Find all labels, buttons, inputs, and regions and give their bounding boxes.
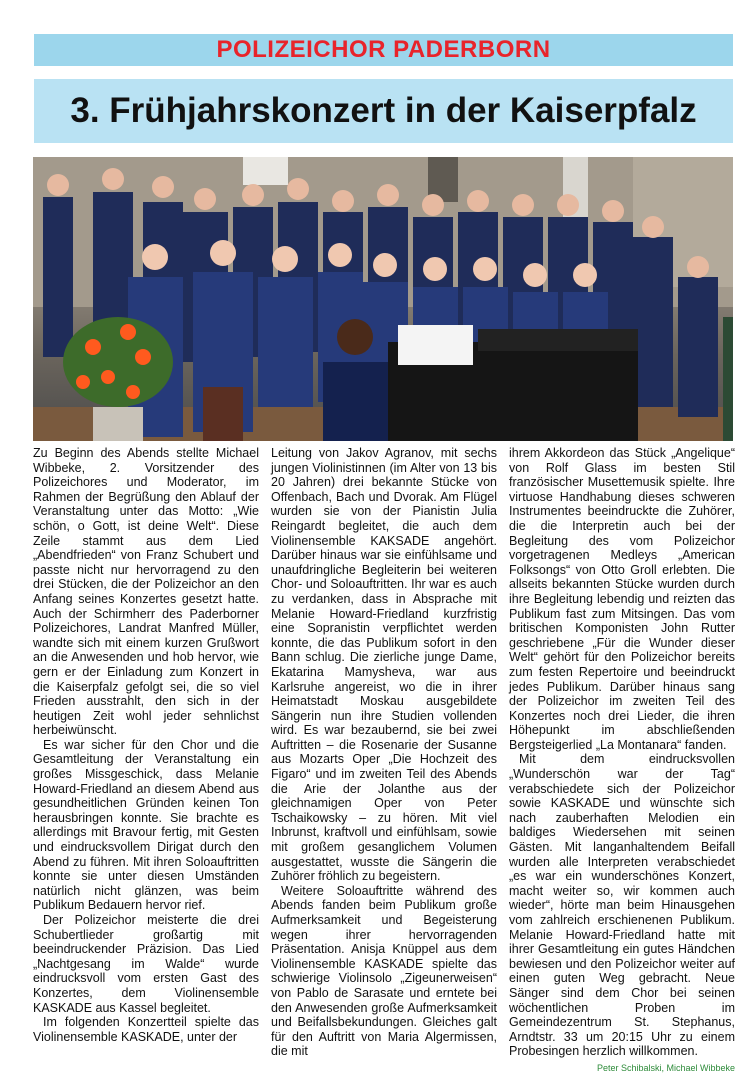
paragraph: Weitere Soloauftritte während des Abends fanden beim Publikum große Aufmerksamkeit und Begeisterung wegen ihrer hervorragenden Präsentation. Anisja Knüppel aus dem Violinensemble KASKADE spielte das schwierige Violinsolo „Zigeunerweisen“ von Pablo de Sarasate und erntete bei den Anwesenden große Aufmerksamkeit und Beifallsbekundungen. Gleiches galt für den Auftritt von Maria Algermissen, die mit	[271, 883, 497, 1059]
paragraph: Mit dem eindrucksvollen „Wunderschön war der Tag“ verabschiedete sich der Polizeichor sowie KASKADE und wünschte sich nach zauberhaften Melodien ein baldiges Wiedersehen mit seinen Gästen. Mit langanhaltendem Beifall wurden alle Interpreten verabschiedet „es war ein wunderschönes Konzert, macht weiter so, wir kommen auch wieder“, hörte man beim Hinausgehen vom zahlreich erschienenen Publikum. Melanie Howard-Friedland hatte mit ihrer Gesamtleitung ein gutes Händchen bewiesen und den Polizeichor weiter auf einen guten Weg gebracht. Neue Sänger sind dem Chor bei seinen wöchentlichen Proben im Gemeindezentrum St. Stephanus, Arndtstr. 33 um 20:15 Uhr zu einem Probesingen herzlich willkommen.	[509, 752, 735, 1059]
article-column-2	[271, 446, 497, 1059]
organization-banner	[34, 34, 733, 66]
article-title: 3. Frühjahrskonzert in der Kaiserpfalz	[70, 91, 697, 130]
choir-photo	[33, 157, 733, 441]
article-column-3	[509, 446, 735, 1073]
paragraph: Leitung von Jakov Agranov, mit sechs jungen Violinistinnen (im Alter von 13 bis 20 Jahren) drei bekannte Stücke von Offenbach, Bach und Dvorak. Am Flügel wurden sie von der Pianistin Julia Reingardt begleitet, die auch dem Violinensemble KAKSADE angehört. Darüber hinaus war sie einfühlsame und unaufdringliche Begleiterin bei weiteren Chor- und Soloauftritten. Ihr war es auch zu verdanken, dass in Absprache mit Melanie Howard-Friedland kurzfristig eine Sopranistin verpflichtet werden konnte, die das Publikum sofort in den Bann schlug. Die zierliche junge Dame, Ekatarina Mamysheva, war aus Karlsruhe angereist, wo die in ihrer Heimatstadt Moskau ausgebildete Sängerin nun ihre Studien vollenden wird. Es war bezaubernd, sie bei zwei Auftritten – die Rosenarie der Susanne aus Mozarts Oper „Die Hochzeit des Figaro“ und im zweiten Teil des Abends die Arie der Jolanthe aus der gleichnamigen Oper von Peter Tschaikowsky – zu hören. Mit viel Inbrunst, kraftvoll und einfühlsam, sowie mit großem gesanglichem Volumen ausgestattet, wusste die Sängerin die Zuhörer fröhlich zu begeistern.	[271, 446, 497, 884]
paragraph: Im folgenden Konzertteil spielte das Violinensemble KASKADE, unter der	[33, 1015, 259, 1044]
author-credit: Peter Schibalski, Michael Wibbeke	[596, 1062, 735, 1073]
paragraph: Zu Beginn des Abends stellte Michael Wibbeke, 2. Vorsitzender des Polizeichores und Moderator, im Rahmen der Begrüßung den Ablauf der Veranstaltung unter das Motto: „Wie schön, o Gott, ist deine Welt“. Diese Zeile stammt aus dem Lied „Abendfrieden“ von Franz Schubert und passte nicht nur hervorragend zu den drei Stücken, die der Polizeichor an den Anfang seines Konzertes gesetzt hatte. Auch der Schirmherr des Paderborner Polizeichores, Landrat Manfred Müller, wandte sich mit einem kurzen Grußwort an die Anwesenden und hob hervor, wie gern er der Einladung zum Konzert in die Kaiserpfalz gefolgt sei, die so viel Frieden ausstrahlt, den sich in der heutigen Zeit wohl jeder sehnlichst herbeiwünscht.	[33, 446, 259, 738]
article-body	[33, 446, 735, 1073]
paragraph: ihrem Akkordeon das Stück „Angelique“ von Rolf Glass im besten Stil französischer Musettemusik spielte. Ihre virtuose Handhabung dieses schweren Instrumentes beeindruckte die Zuhörer, die die Interpretin auch bei der Begleitung des vom Polizeichor vorgetragenen Medleys „American Folksongs“ von Otto Groll erlebten. Die allseits bekannten Stücke wurden durch ihre Begleitung lebendig und reizten das Publikum fast zum Mitsingen. Das vom britischen Komponisten John Rutter geschriebene „Für die Wunder dieser Welt“ gehört für den Polizeichor bereits zum festen Repertoire und beeindruckt jedes Publikum. Darüber hinaus sang der Polizeichor im zweiten Teil des Konzertes noch drei Lieder, die ihren Höhepunkt im abschließenden Bergsteigerlied „La Montanara“ fanden.	[509, 446, 735, 752]
organization-name: POLIZEICHOR PADERBORN	[216, 36, 551, 63]
paragraph: Es war sicher für den Chor und die Gesamtleitung der Veranstaltung ein großes Missgeschick, dass Melanie Howard-Friedland an diesem Abend aus gesundheitlichen Gründen keinen Ton herausbringen konnte. Sie brachte es allerdings mit Bravour fertig, mit Gesten und eindrucksvollem Dirigat durch den Abend zu führen. Mit ihren Soloauftritten konnte sie unter diesen Umständen natürlich nicht glänzen, was beim Publikum Bedauern hervor rief.	[33, 737, 259, 913]
paragraph: Der Polizeichor meisterte die drei Schubertlieder großartig mit beeindruckender Präzision. Das Lied „Nachtgesang im Walde“ wurde eindrucksvoll vom ersten Gast des Konzertes, dem Violinensemble KASKADE aus Kassel begleitet.	[33, 913, 259, 1015]
article-column-1	[33, 446, 259, 1044]
choir-illustration	[33, 157, 733, 441]
headline-banner	[34, 79, 733, 143]
